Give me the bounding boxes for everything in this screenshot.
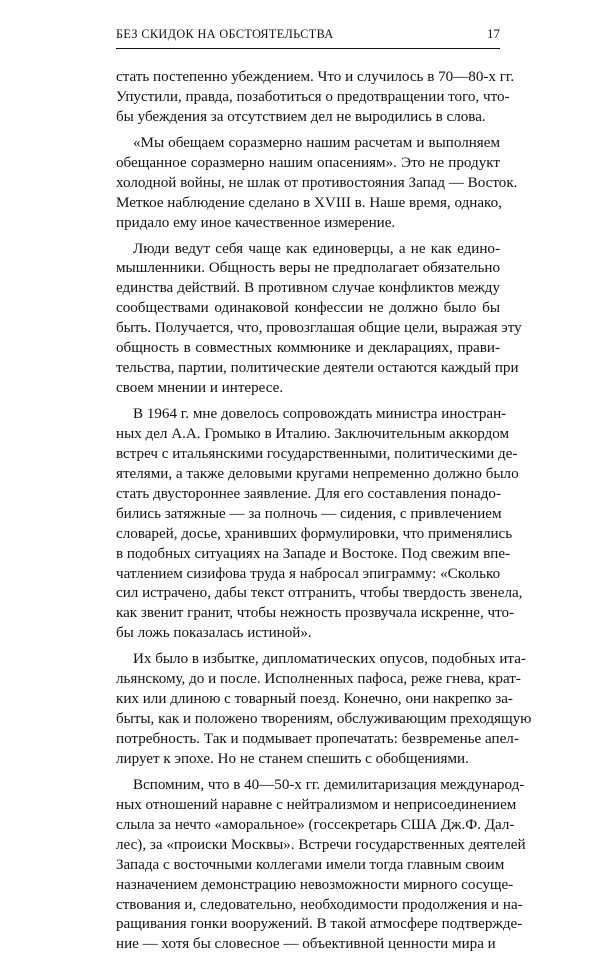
running-head: [116, 24, 500, 49]
text-line: Упустили, правда, позаботиться о предотвращении того, что-: [116, 88, 510, 105]
running-title: БЕЗ СКИДОК НА ОБСТОЯТЕЛЬСТВА: [116, 27, 334, 41]
text-line: своем мнении и интересе.: [116, 380, 284, 397]
text-line: ных дел А.А. Громыко в Италию. Заключительным аккордом: [116, 425, 510, 442]
text-line: чатлением сизифова труда я набросал эпиграмму: «Сколько: [116, 565, 501, 582]
text-line: ятелями, а также деловыми кругами непременно должно было: [116, 465, 519, 482]
text-line: быты, как и положено творениям, обслуживающим преходящую: [116, 711, 532, 728]
text-line: ращивания гонки вооружений. В такой атмосфере подтвержде-: [116, 916, 523, 933]
text-line: ние — хотя бы словесное — объективной ценности мира и: [116, 936, 496, 953]
paragraph: [116, 776, 526, 955]
text-line: Меткое наблюдение сделано в XVIII в. Наше время, однако,: [116, 194, 502, 211]
text-line: «Мы обещаем соразмерно нашим расчетам и выполняем: [133, 134, 500, 151]
text-line: как звенит гранит, чтобы нежность прозвучала искренне, что-: [116, 605, 515, 622]
paragraph: [116, 68, 515, 128]
text-line: потребность. Так и подмывает пропечатать: безвременье апел-: [116, 731, 519, 747]
text-line: Люди ведут себя чаще как единоверцы, а не как едино-: [133, 240, 500, 257]
text-line: ных отношений наравне с нейтрализмом и неприсоединением: [116, 796, 517, 813]
text-line: В 1964 г. мне довелось сопровождать министра иностран-: [133, 406, 507, 422]
page-number: 17: [487, 26, 500, 41]
text-line: единства действий. В противном случае конфликтов между: [116, 280, 500, 297]
text-line: стать постепенно убеждением. Что и случилось в 70—80-х гг.: [116, 69, 515, 85]
paragraph: [116, 405, 523, 644]
text-line: ких или длиною с товарный поезд. Конечно, они накрепко за-: [116, 691, 513, 708]
paragraph: [116, 134, 518, 234]
text-line: стать двустороннее заявление. Для его составления понадо-: [116, 485, 501, 502]
text-line: льянскому, до и после. Исполненных пафоса, реже гнева, крат-: [116, 671, 521, 688]
text-line: словарей, досье, хранивших формулировки, что применялись: [116, 525, 513, 542]
text-line: сообществами одинаковой конфессии не должно было бы: [116, 300, 500, 317]
text-line: ствования и, следовательно, необходимости продолжения и на-: [116, 896, 523, 913]
text-line: Запада с восточными коллегами имели тогда главным своим: [116, 856, 505, 873]
text-line: общность в совместных коммюнике и декларациях, прави-: [116, 340, 500, 357]
text-line: бы убеждения за отсутствием дел не выродились в слова.: [116, 108, 486, 125]
text-line: бы ложь показалась истиной».: [116, 625, 312, 642]
text-line: лирует к эпохе. Но не станем спешить с обобщениями.: [116, 750, 469, 767]
text-line: обещанное соразмерно нашим опасениям». Это не продукт: [116, 154, 500, 171]
text-line: встреч с итальянскими государственными, политическими де-: [116, 445, 518, 462]
text-line: слыла за нечто «аморальное» (госсекретарь США Дж.Ф. Дал-: [116, 816, 515, 833]
text-line: Вспомним, что в 40—50-х гг. демилитаризация международ-: [133, 776, 525, 793]
text-line: Их было в избытке, дипломатических опусов, подобных ита-: [133, 651, 526, 668]
text-line: бились затяжные — за полночь — сидения, с привлечением: [116, 505, 502, 522]
text-line: тельства, партии, политические деятели остаются каждый при: [116, 360, 519, 377]
text-line: лес), за «происки Москвы». Встречи государственных деятелей: [116, 836, 526, 853]
paragraph: [116, 240, 522, 400]
text-line: придало ему иное качественное измерение.: [116, 214, 396, 231]
paragraph: [116, 650, 532, 770]
text-line: мышленники. Общность веры не предполагает обязательно: [116, 260, 500, 277]
text-line: назначением демонстрацию невозможности мирного сосуще-: [116, 876, 514, 893]
text-line: в подобных ситуациях на Западе и Востоке. Под свежим впе-: [116, 545, 511, 562]
text-line: быть. Получается, что, провозглашая общие цели, выражая эту: [116, 320, 522, 337]
text-line: холодной войны, не шлак от противостояния Запад — Восток.: [116, 174, 518, 191]
text-line: сил истрачено, дабы текст отгранить, чтобы твердость звенела,: [116, 585, 523, 602]
body-text: [116, 68, 532, 955]
